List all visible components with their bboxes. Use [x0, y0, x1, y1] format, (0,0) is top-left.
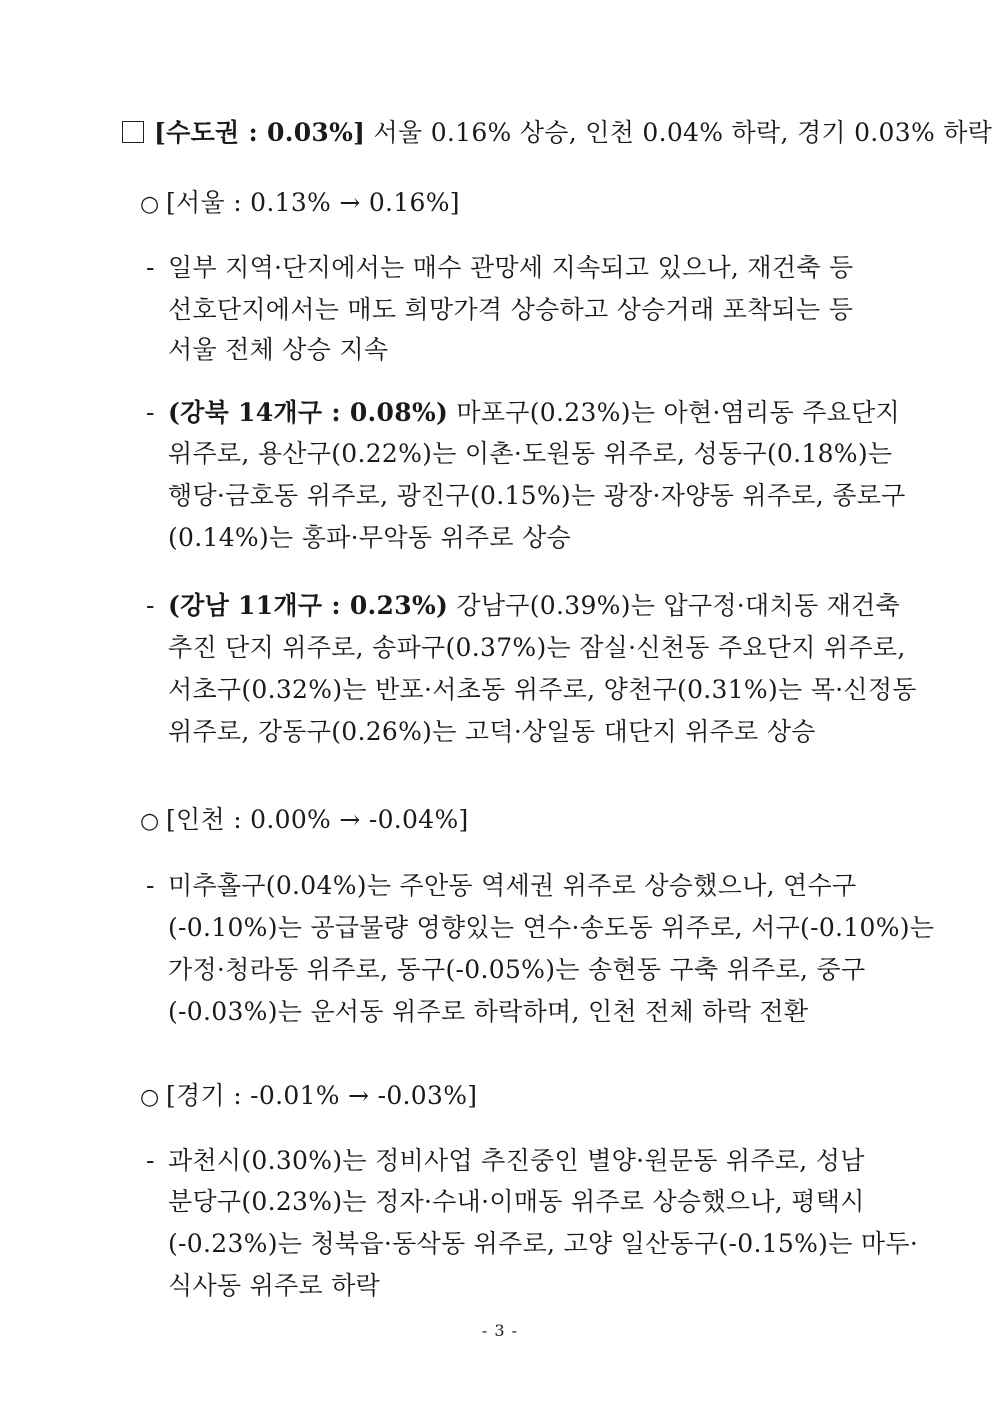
paragraph-line: 식사동 위주로 하락	[168, 1271, 381, 1300]
region-heading	[122, 118, 992, 148]
gangnam-label: (강남 11개구 : 0.23%)	[168, 591, 449, 620]
section-title: [인천 : 0.00% → -0.04%]	[166, 805, 469, 834]
paragraph-line	[168, 591, 900, 621]
circle-bullet-icon: ○	[140, 809, 160, 834]
paragraph-text: 강남구(0.39%)는 압구정·대치동 재건축	[448, 591, 901, 620]
section-seoul-title	[140, 188, 460, 220]
paragraph-line: 서울 전체 상승 지속	[168, 335, 389, 364]
paragraph-line: 선호단지에서는 매도 희망가격 상승하고 상승거래 포착되는 등	[168, 295, 854, 324]
paragraph-line	[168, 398, 900, 428]
dash-marker: -	[146, 591, 155, 620]
paragraph-text: 마포구(0.23%)는 아현·염리동 주요단지	[448, 398, 901, 427]
section-incheon-title	[140, 805, 469, 837]
dash-marker: -	[146, 253, 155, 282]
section-title: [경기 : -0.01% → -0.03%]	[166, 1081, 478, 1110]
paragraph-line: (0.14%)는 홍파·무악동 위주로 상승	[168, 523, 571, 552]
paragraph-line: 위주로, 강동구(0.26%)는 고덕·상일동 대단지 위주로 상승	[168, 717, 816, 746]
paragraph-line: 과천시(0.30%)는 정비사업 추진중인 별양·원문동 위주로, 성남	[168, 1146, 865, 1175]
paragraph-line: 미추홀구(0.04%)는 주안동 역세권 위주로 상승했으나, 연수구	[168, 871, 857, 900]
heading-bold-label: [수도권 : 0.03%]	[154, 118, 366, 147]
dash-marker: -	[146, 871, 155, 900]
section-title: [서울 : 0.13% → 0.16%]	[166, 188, 460, 217]
paragraph-line: 서초구(0.32%)는 반포·서초동 위주로, 양천구(0.31%)는 목·신정동	[168, 675, 917, 704]
circle-bullet-icon: ○	[140, 192, 160, 217]
paragraph-line: (-0.23%)는 청북읍·동삭동 위주로, 고양 일산동구(-0.15%)는 마두·	[168, 1229, 919, 1258]
circle-bullet-icon: ○	[140, 1085, 160, 1110]
page-number: - 3 -	[481, 1321, 519, 1340]
section-gyeonggi-title	[140, 1081, 477, 1113]
dash-marker: -	[146, 398, 155, 427]
gangbuk-label: (강북 14개구 : 0.08%)	[168, 398, 449, 427]
checkbox-square-icon	[122, 121, 144, 143]
paragraph-line: 행당·금호동 위주로, 광진구(0.15%)는 광장·자양동 위주로, 종로구	[168, 481, 906, 510]
heading-summary: 서울 0.16% 상승, 인천 0.04% 하락, 경기 0.03% 하락	[365, 118, 993, 147]
paragraph-line: 분당구(0.23%)는 정자·수내·이매동 위주로 상승했으나, 평택시	[168, 1187, 865, 1216]
paragraph-line: (-0.10%)는 공급물량 영향있는 연수·송도동 위주로, 서구(-0.10%)는	[168, 913, 935, 942]
paragraph-line: (-0.03%)는 운서동 위주로 하락하며, 인천 전체 하락 전환	[168, 997, 809, 1026]
paragraph-line: 가정·청라동 위주로, 동구(-0.05%)는 송현동 구축 위주로, 중구	[168, 955, 866, 984]
paragraph-line: 일부 지역·단지에서는 매수 관망세 지속되고 있으나, 재건축 등	[168, 253, 854, 282]
paragraph-line: 위주로, 용산구(0.22%)는 이촌·도원동 위주로, 성동구(0.18%)는	[168, 439, 893, 468]
dash-marker: -	[146, 1146, 155, 1175]
paragraph-line: 추진 단지 위주로, 송파구(0.37%)는 잠실·신천동 주요단지 위주로,	[168, 633, 906, 662]
